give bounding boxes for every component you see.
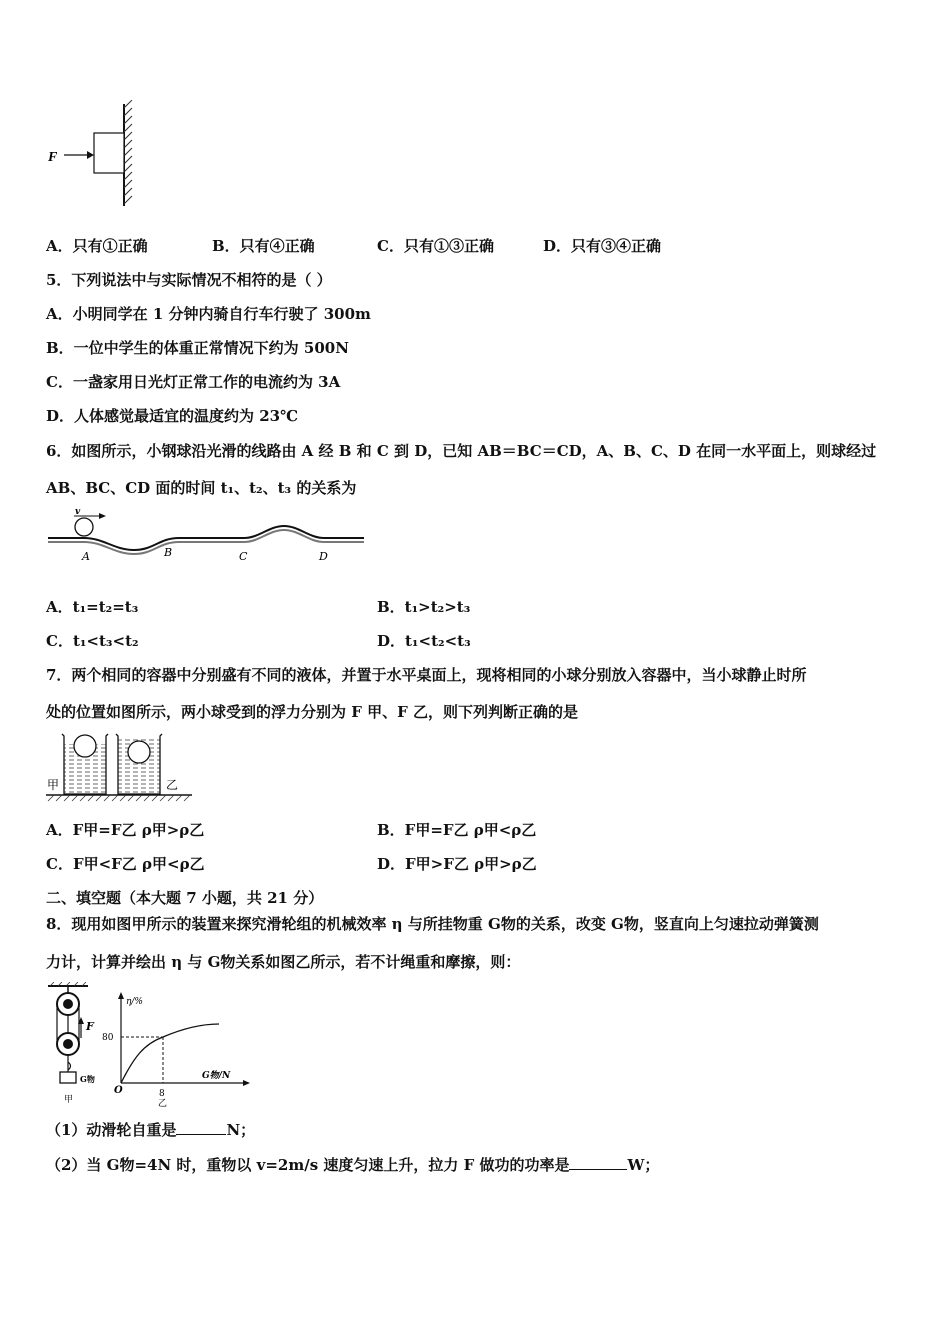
q4-force-label: F [48,150,58,165]
q7-option-c[interactable]: C．F甲<F乙 ρ甲<ρ乙 [46,855,205,873]
q5-option-c[interactable]: C．一盏家用日光灯正常工作的电流约为 3A [46,373,341,391]
q4-option-b[interactable]: B．只有④正确 [212,237,315,255]
q8-sub2-blank[interactable] [569,1155,627,1170]
q6-option-d[interactable]: D．t₁<t₂<t₃ [377,632,471,650]
q4-option-d[interactable]: D．只有③④正确 [543,237,662,255]
q7-beakers-figure [44,730,194,802]
q6-track-figure [44,508,369,570]
q8-pulley-graph-figure [44,982,254,1108]
q8-weight-label: G物 [80,1074,95,1084]
section-2-title: 二、填空题（本大题 7 小题，共 21 分） [46,889,324,907]
q6-point-d: D [319,550,328,563]
q5-option-b[interactable]: B．一位中学生的体重正常情况下约为 500N [46,339,349,357]
q8-label-yi: 乙 [158,1099,168,1108]
q6-option-c[interactable]: C．t₁<t₃<t₂ [46,632,139,650]
q6-point-c: C [239,550,248,563]
q6-option-a[interactable]: A．t₁=t₂=t₃ [46,598,139,616]
q7-option-b[interactable]: B．F甲=F乙 ρ甲<ρ乙 [377,821,537,839]
q8-label-jia: 甲 [64,1095,74,1105]
q8-sub1-blank[interactable] [176,1120,226,1135]
q6-point-b: B [164,546,173,559]
q8-x-tick-8: 8 [159,1089,165,1099]
q8-origin-label: O [114,1085,123,1096]
q5-stem: 5．下列说法中与实际情况不相符的是（ ） [46,271,332,289]
q4-wall-figure [44,100,144,210]
q4-option-a[interactable]: A．只有①正确 [46,237,148,255]
q6-option-b[interactable]: B．t₁>t₂>t₃ [377,598,471,616]
q7-option-a[interactable]: A．F甲=F乙 ρ甲>ρ乙 [46,821,205,839]
q5-option-a[interactable]: A．小明同学在 1 分钟内骑自行车行驶了 300m [46,305,371,323]
q8-y-axis-label: η/% [126,997,143,1007]
q8-y-tick-80: 80 [102,1033,114,1043]
q8-sub2-suffix: W； [627,1156,660,1174]
q8-sub1 [46,1120,255,1140]
q7-label-jia: 甲 [47,778,60,792]
q8-stem-line2: 力计，计算并绘出 η 与 G物关系如图乙所示，若不计绳重和摩擦，则： [46,953,521,971]
q7-stem-line2: 处的位置如图所示，两小球受到的浮力分别为 F 甲、F 乙，则下列判断正确的是 [46,703,578,721]
q7-stem-line1: 7．两个相同的容器中分别盛有不同的液体，并置于水平桌面上，现将相同的小球分别放入容器中，当小球静止时所 [46,666,807,684]
q8-x-axis-label: G物/N [202,1071,231,1081]
q6-velocity-label: v [75,508,81,517]
q4-option-c[interactable]: C．只有①③正确 [377,237,494,255]
q6-stem-line1: 6．如图所示，小钢球沿光滑的线路由 A 经 B 和 C 到 D，已知 AB＝BC＝CD，A、B、C、D 在同一水平面上，则球经过 [46,442,877,460]
q8-sub1-suffix: N； [226,1121,256,1139]
q8-sub2 [46,1155,659,1175]
q8-sub1-prefix: （1）动滑轮自重是 [46,1121,177,1139]
q8-force-label: F [86,1020,94,1033]
q6-stem-line2: AB、BC、CD 面的时间 t₁、t₂、t₃ 的关系为 [46,479,357,497]
q7-label-yi: 乙 [166,778,179,792]
q5-option-d[interactable]: D．人体感觉最适宜的温度约为 23℃ [46,407,299,425]
q6-point-a: A [82,550,90,563]
q7-option-d[interactable]: D．F甲>F乙 ρ甲>ρ乙 [377,855,537,873]
q8-stem-line1: 8．现用如图甲所示的装置来探究滑轮组的机械效率 η 与所挂物重 G物的关系，改变 G物，竖直向上匀速拉动弹簧测 [46,915,819,933]
q8-sub2-prefix: （2）当 G物=4N 时，重物以 v=2m/s 速度匀速上升，拉力 F 做功的功率是 [46,1156,570,1174]
